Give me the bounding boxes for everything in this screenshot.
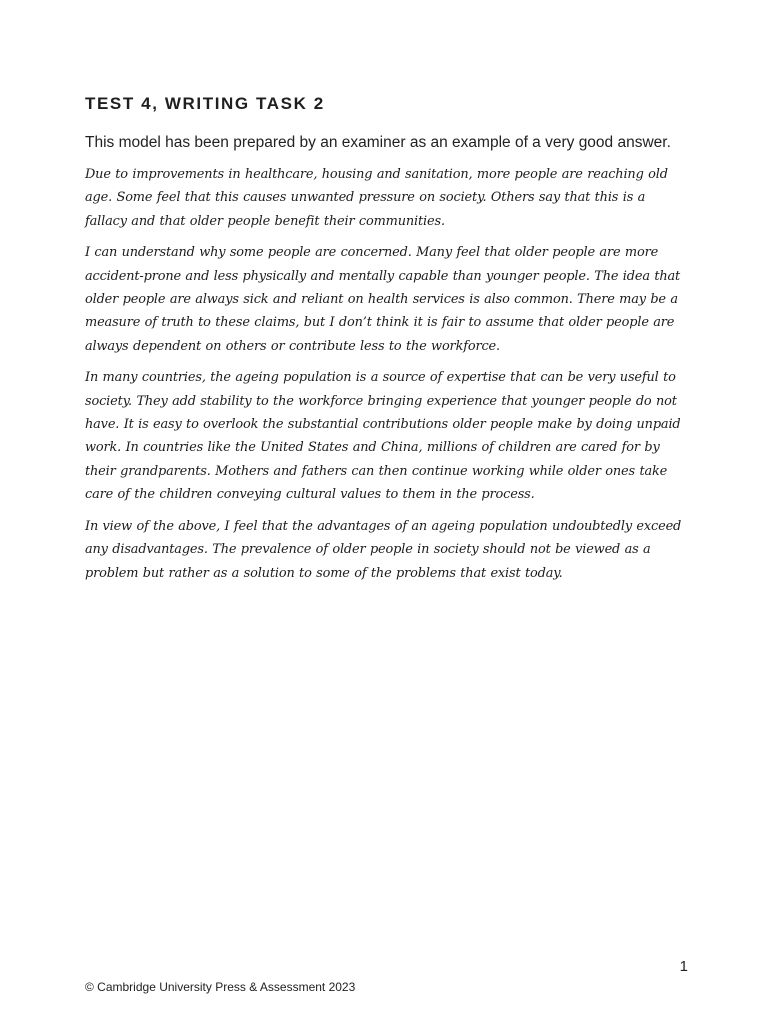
page-title: TEST 4, WRITING TASK 2 — [85, 94, 325, 113]
intro-text: This model has been prepared by an examiner as an example of a very good answer. — [85, 134, 671, 151]
copyright-footer: © Cambridge University Press & Assessment 2023 — [85, 980, 356, 994]
model-essay — [85, 163, 690, 593]
essay-paragraph-3: In many countries, the ageing population is a source of expertise that can be very useful to society. They add stability to the workforce bringing experience that younger people do not have. It is easy to overlook the substantial contributions older people make by doing unpaid work. In countries like the United States and China, millions of children are cared for by their grandparents. Mothers and fathers can then continue working while older ones take care of the children conveying cultural values to them in the process. — [85, 370, 681, 503]
page-number: 1 — [679, 958, 688, 975]
essay-paragraph-4: In view of the above, I feel that the advantages of an ageing population undoubtedly exceed any disadvantages. The prevalence of older people in society should not be viewed as a problem but rather as a solution to some of the problems that exist today. — [85, 518, 682, 581]
essay-paragraph-2: I can understand why some people are concerned. Many feel that older people are more accident-prone and less physically and mentally capable than younger people. The idea that older people are always sick and reliant on health services is also common. There may be a measure of truth to these claims, but I don’t think it is fair to assume that older people are always dependent on others or contribute less to the workforce. — [85, 245, 681, 354]
essay-paragraph-1: Due to improvements in healthcare, housing and sanitation, more people are reaching old age. Some feel that this causes unwanted pressure on society. Others say that this is a fallacy and that older people benefit their communities. — [85, 167, 668, 229]
